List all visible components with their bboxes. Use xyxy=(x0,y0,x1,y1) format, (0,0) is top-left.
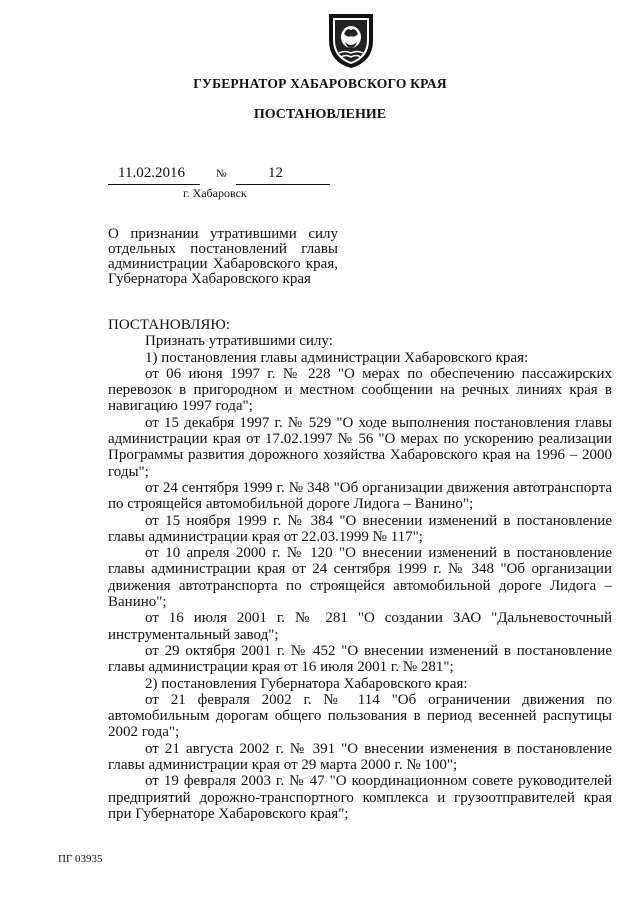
subject-line: администрации Хабаровского края, xyxy=(108,256,338,272)
document-body xyxy=(108,317,612,822)
body-paragraph: от 15 декабря 1997 г. № 529 "О ходе выполнения постановления главы администрации края от 17.02.1997 № 56 "О мерах по ускорению реализации Программы развития дорожного хозяйства Хабаровского края на 1996 – 2000 годы"; xyxy=(108,414,612,480)
body-paragraph: от 15 ноября 1999 г. № 384 "О внесении изменений в постановление главы администрации края от 22.03.1999 № 117"; xyxy=(108,512,612,545)
body-paragraph: от 06 июня 1997 г. № 228 "О мерах по обеспечению пассажирских перевозок в пригородном и местном сообщении на речных линиях края в навигацию 1997 года"; xyxy=(108,365,612,415)
document-type: ПОСТАНОВЛЕНИЕ xyxy=(253,107,387,122)
body-paragraph: от 21 августа 2002 г. № 391 "О внесении изменения в постановление главы администрации края от 29 марта 2000 г. № 100"; xyxy=(108,740,612,774)
body-paragraph: 1) постановления главы администрации Хабаровского края: xyxy=(145,349,529,366)
registration-row xyxy=(108,165,330,185)
body-paragraph: от 29 октября 2001 г. № 452 "О внесении изменений в постановление главы администрации края от 16 июля 2001 г. № 281"; xyxy=(108,642,612,676)
body-paragraph: от 16 июля 2001 г. № 281 "О создании ЗАО "Дальневосточный инструментальный завод"; xyxy=(108,610,612,643)
body-paragraph: от 19 февраля 2003 г. № 47 "О координационном совете руководителей предприятий дорожно-транспортного комплекса и грузоотправителей края при Губернаторе Хабаровского края"; xyxy=(108,773,612,822)
document-number: 12 xyxy=(268,165,283,181)
coat-of-arms-icon xyxy=(325,10,377,70)
date-underline xyxy=(108,184,200,185)
city-label: г. Хабаровск xyxy=(183,186,247,200)
body-paragraph: Признать утратившими силу: xyxy=(145,333,333,350)
subject-line: О признании утратившими силу xyxy=(108,226,338,242)
body-paragraph: от 24 сентября 1999 г. № 348 "Об организации движения автотранспорта по строящейся автомобильной дороге Лидога – Ванино"; xyxy=(108,479,612,513)
body-paragraph: от 21 февраля 2002 г. № 114 "Об ограничении движения по автомобильным дорогам общего пользования в период весенней распутицы 2002 года"; xyxy=(108,691,612,741)
number-sign: № xyxy=(216,168,227,180)
number-underline xyxy=(236,184,330,185)
authority-title: ГУБЕРНАТОР ХАБАРОВСКОГО КРАЯ xyxy=(193,76,447,91)
document-subject xyxy=(108,227,338,287)
decree-word: ПОСТАНОВЛЯЮ: xyxy=(108,317,230,333)
body-paragraph: от 10 апреля 2000 г. № 120 "О внесении изменений в постановление главы администрации края от 24 сентября 1999 г. № 348 "Об организации движения автотранспорта по строящейся автомобильной дороге Лидога – Ванино"; xyxy=(108,545,612,611)
document-date: 11.02.2016 xyxy=(118,165,185,181)
document-code: ПГ 03935 xyxy=(58,853,103,865)
subject-line: Губернатора Хабаровского края xyxy=(108,271,311,287)
subject-line: отдельных постановлений главы xyxy=(108,241,338,257)
body-paragraph: 2) постановления Губернатора Хабаровского края: xyxy=(145,675,468,692)
